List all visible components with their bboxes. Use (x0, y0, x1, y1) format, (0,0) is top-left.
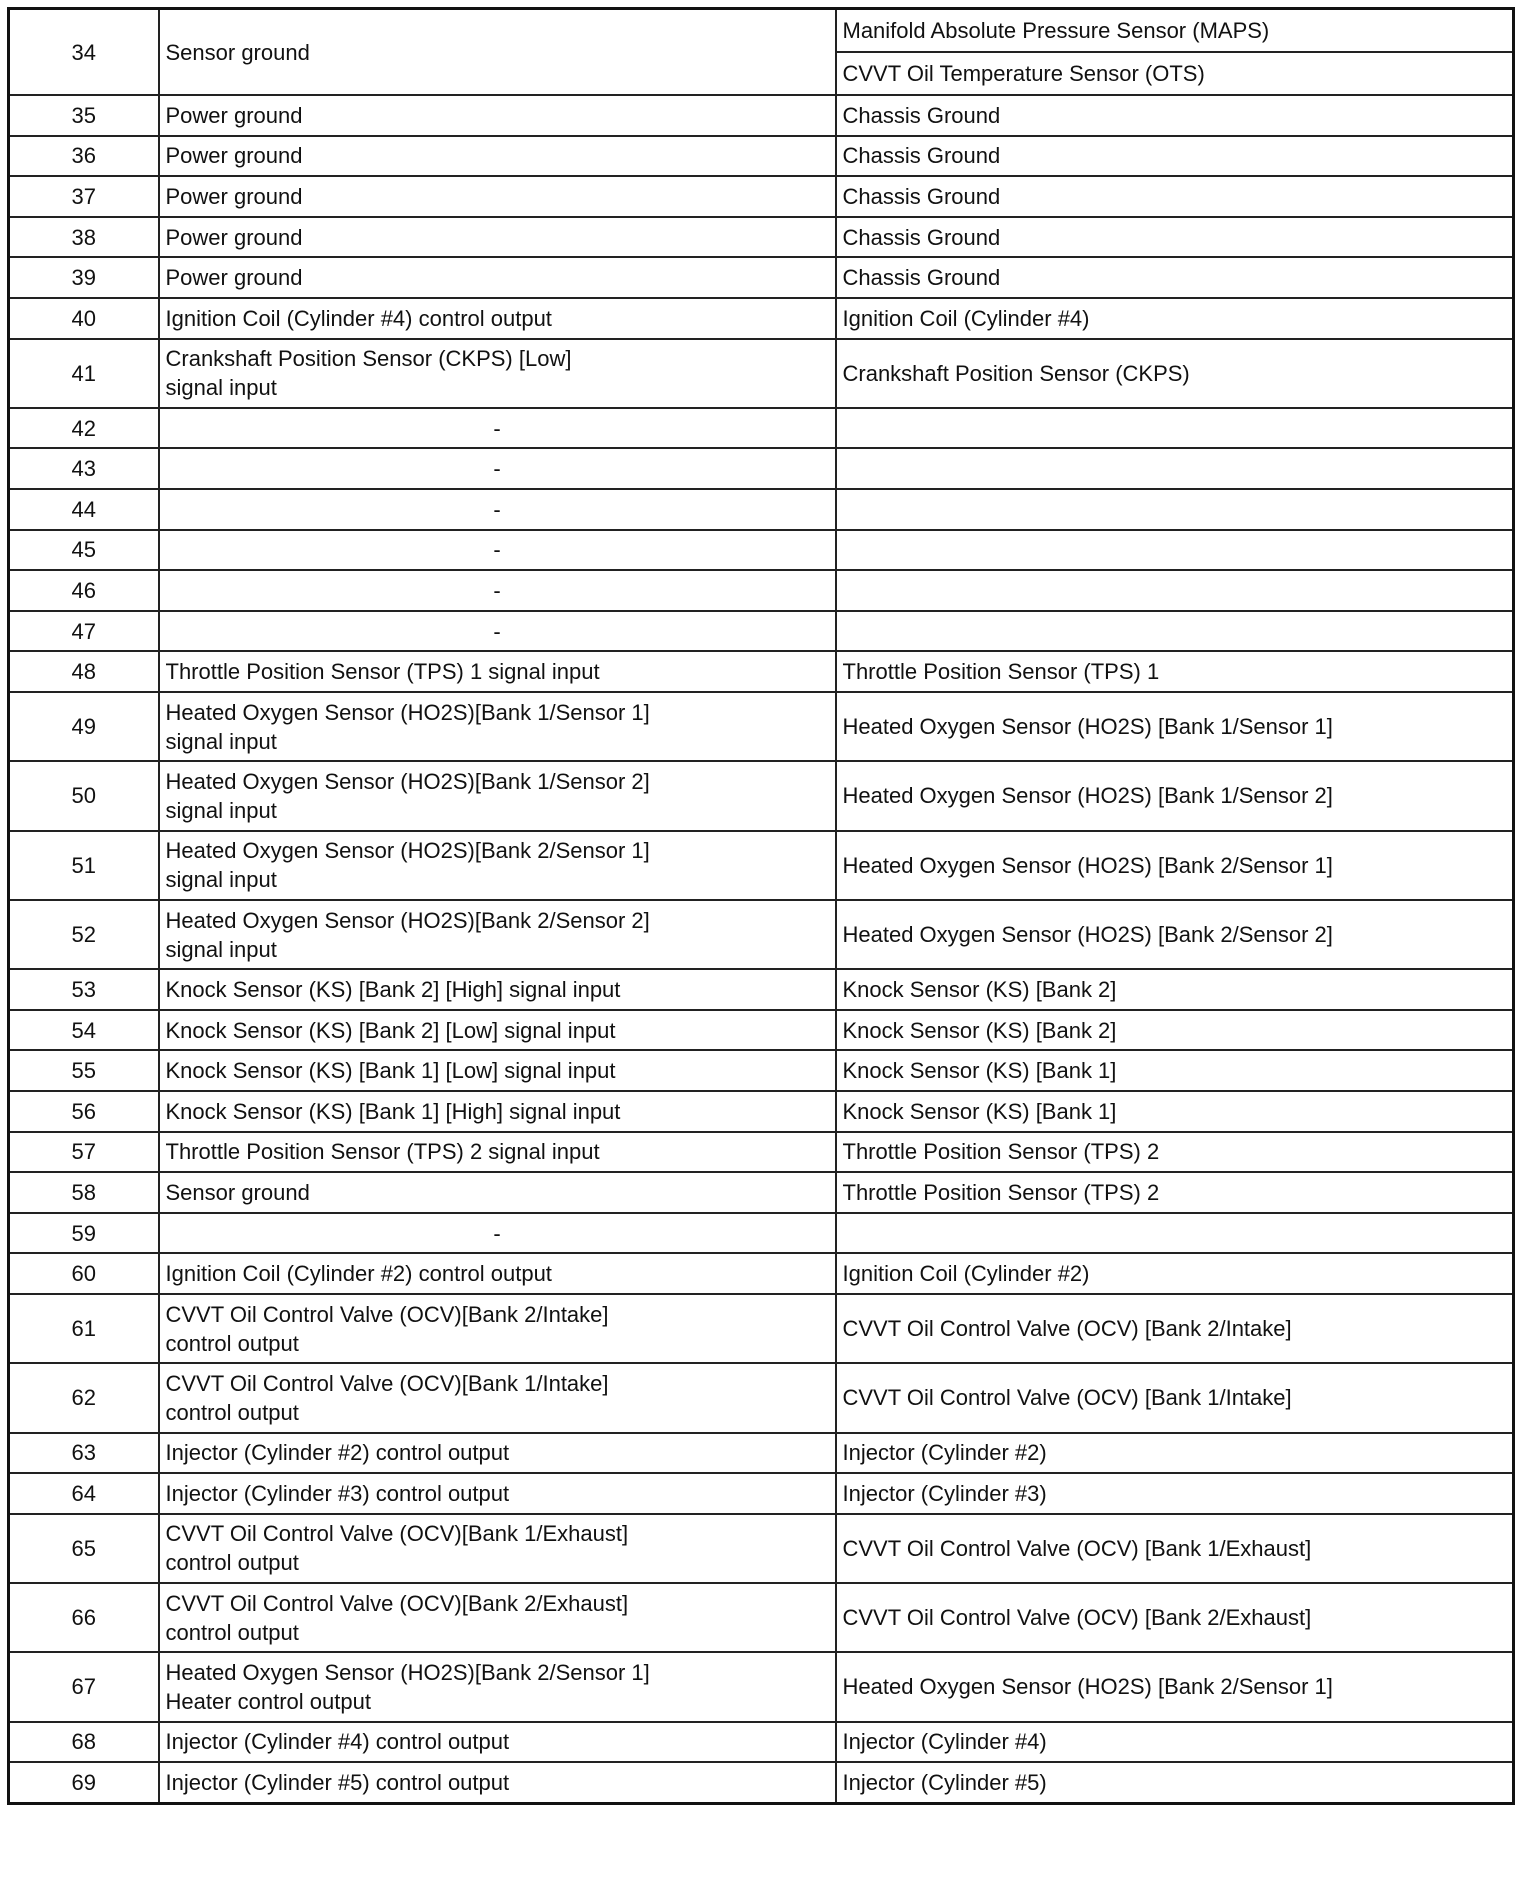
pin-description: Injector (Cylinder #2) control output (159, 1433, 836, 1474)
connected-component-line: CVVT Oil Temperature Sensor (OTS) (837, 51, 1513, 94)
pin-description: Sensor ground (159, 1172, 836, 1213)
pin-number: 51 (9, 831, 159, 900)
pin-description: Injector (Cylinder #4) control output (159, 1722, 836, 1763)
pin-number: 44 (9, 489, 159, 530)
pin-number: 41 (9, 339, 159, 408)
connected-component: Chassis Ground (836, 217, 1514, 258)
pin-number: 68 (9, 1722, 159, 1763)
pin-number: 37 (9, 176, 159, 217)
pin-number: 34 (9, 9, 159, 96)
connected-component (836, 489, 1514, 530)
connected-component: Knock Sensor (KS) [Bank 1] (836, 1091, 1514, 1132)
pin-number: 39 (9, 257, 159, 298)
pin-number: 63 (9, 1433, 159, 1474)
connected-component (836, 1213, 1514, 1254)
table-row (9, 1253, 1514, 1294)
table-row (9, 339, 1514, 408)
pin-number: 57 (9, 1132, 159, 1173)
connected-component-line: Manifold Absolute Pressure Sensor (MAPS) (842, 18, 1270, 43)
pin-number: 42 (9, 408, 159, 449)
pin-description: Ignition Coil (Cylinder #2) control output (159, 1253, 836, 1294)
connected-component: Heated Oxygen Sensor (HO2S) [Bank 2/Sensor 1] (836, 1652, 1514, 1721)
pin-description: Sensor ground (159, 9, 836, 96)
pin-description: CVVT Oil Control Valve (OCV)[Bank 1/Intake] control output (159, 1363, 836, 1432)
table-row (9, 9, 1514, 96)
table-row (9, 1473, 1514, 1514)
table-row (9, 257, 1514, 298)
pin-description: Heated Oxygen Sensor (HO2S)[Bank 2/Sensor 2] signal input (159, 900, 836, 969)
pin-description: Power ground (159, 95, 836, 136)
pin-description: Injector (Cylinder #3) control output (159, 1473, 836, 1514)
pin-number: 54 (9, 1010, 159, 1051)
pin-description: Heated Oxygen Sensor (HO2S)[Bank 2/Sensor 1] signal input (159, 831, 836, 900)
pin-description: - (159, 570, 836, 611)
connected-component: Knock Sensor (KS) [Bank 2] (836, 969, 1514, 1010)
table-row (9, 530, 1514, 571)
pin-description: CVVT Oil Control Valve (OCV)[Bank 2/Exhaust] control output (159, 1583, 836, 1652)
pin-number: 43 (9, 448, 159, 489)
pin-number: 61 (9, 1294, 159, 1363)
pin-description: Ignition Coil (Cylinder #4) control output (159, 298, 836, 339)
connected-component: Heated Oxygen Sensor (HO2S) [Bank 2/Sensor 1] (836, 831, 1514, 900)
pin-number: 67 (9, 1652, 159, 1721)
table-row (9, 489, 1514, 530)
table-row (9, 1172, 1514, 1213)
pin-description: Knock Sensor (KS) [Bank 1] [High] signal input (159, 1091, 836, 1132)
table-row (9, 1514, 1514, 1583)
pin-number: 49 (9, 692, 159, 761)
connected-component: CVVT Oil Control Valve (OCV) [Bank 2/Intake] (836, 1294, 1514, 1363)
connected-component: Chassis Ground (836, 257, 1514, 298)
connected-component: Injector (Cylinder #5) (836, 1762, 1514, 1803)
table-row (9, 570, 1514, 611)
table-row (9, 1010, 1514, 1051)
pin-number: 55 (9, 1050, 159, 1091)
pin-number: 47 (9, 611, 159, 652)
connected-component (836, 448, 1514, 489)
pin-number: 58 (9, 1172, 159, 1213)
pin-number: 45 (9, 530, 159, 571)
pin-description: Throttle Position Sensor (TPS) 2 signal input (159, 1132, 836, 1173)
pin-description: - (159, 1213, 836, 1254)
connected-component: Heated Oxygen Sensor (HO2S) [Bank 1/Sensor 2] (836, 761, 1514, 830)
connected-component: Injector (Cylinder #2) (836, 1433, 1514, 1474)
pin-description: Injector (Cylinder #5) control output (159, 1762, 836, 1803)
table-row (9, 611, 1514, 652)
table-row (9, 1722, 1514, 1763)
pin-number: 50 (9, 761, 159, 830)
table-row (9, 1132, 1514, 1173)
connected-component (836, 570, 1514, 611)
connected-component: Knock Sensor (KS) [Bank 1] (836, 1050, 1514, 1091)
pin-description: Knock Sensor (KS) [Bank 1] [Low] signal input (159, 1050, 836, 1091)
pin-description: Heated Oxygen Sensor (HO2S)[Bank 1/Sensor 2] signal input (159, 761, 836, 830)
connected-component: CVVT Oil Control Valve (OCV) [Bank 2/Exhaust] (836, 1583, 1514, 1652)
table-row (9, 1294, 1514, 1363)
connected-component: Heated Oxygen Sensor (HO2S) [Bank 1/Sensor 1] (836, 692, 1514, 761)
pin-number: 36 (9, 136, 159, 177)
table-row (9, 1213, 1514, 1254)
pin-description: Knock Sensor (KS) [Bank 2] [High] signal input (159, 969, 836, 1010)
pin-description: CVVT Oil Control Valve (OCV)[Bank 1/Exhaust] control output (159, 1514, 836, 1583)
pin-number: 60 (9, 1253, 159, 1294)
pin-table-page (7, 7, 1512, 1805)
connected-component (836, 530, 1514, 571)
connected-component: CVVT Oil Control Valve (OCV) [Bank 1/Intake] (836, 1363, 1514, 1432)
connected-component: Injector (Cylinder #3) (836, 1473, 1514, 1514)
pin-description: Power ground (159, 176, 836, 217)
connected-component: CVVT Oil Control Valve (OCV) [Bank 1/Exhaust] (836, 1514, 1514, 1583)
pin-description: CVVT Oil Control Valve (OCV)[Bank 2/Intake] control output (159, 1294, 836, 1363)
table-row (9, 1091, 1514, 1132)
pin-description: Throttle Position Sensor (TPS) 1 signal input (159, 651, 836, 692)
pin-description: Heated Oxygen Sensor (HO2S)[Bank 1/Sensor 1] signal input (159, 692, 836, 761)
connected-component: Knock Sensor (KS) [Bank 2] (836, 1010, 1514, 1051)
table-row (9, 651, 1514, 692)
pin-number: 52 (9, 900, 159, 969)
pin-number: 48 (9, 651, 159, 692)
connected-component: Ignition Coil (Cylinder #2) (836, 1253, 1514, 1294)
pin-number: 64 (9, 1473, 159, 1514)
pin-number: 59 (9, 1213, 159, 1254)
pin-description: - (159, 489, 836, 530)
table-row (9, 969, 1514, 1010)
table-row (9, 408, 1514, 449)
pin-number: 35 (9, 95, 159, 136)
pin-number: 53 (9, 969, 159, 1010)
pin-description: Power ground (159, 217, 836, 258)
pin-description: Power ground (159, 136, 836, 177)
connected-component: Chassis Ground (836, 136, 1514, 177)
pin-number: 46 (9, 570, 159, 611)
pin-description: - (159, 530, 836, 571)
connected-component: Ignition Coil (Cylinder #4) (836, 298, 1514, 339)
table-row (9, 1363, 1514, 1432)
table-row (9, 761, 1514, 830)
table-row (9, 1583, 1514, 1652)
table-row (9, 692, 1514, 761)
pin-description: Knock Sensor (KS) [Bank 2] [Low] signal input (159, 1010, 836, 1051)
pin-number: 65 (9, 1514, 159, 1583)
table-row (9, 1762, 1514, 1803)
connected-component (836, 408, 1514, 449)
table-row (9, 1050, 1514, 1091)
connected-component: Throttle Position Sensor (TPS) 1 (836, 651, 1514, 692)
pin-number: 56 (9, 1091, 159, 1132)
connected-component (836, 611, 1514, 652)
connected-component: Throttle Position Sensor (TPS) 2 (836, 1172, 1514, 1213)
table-row (9, 176, 1514, 217)
pin-number: 69 (9, 1762, 159, 1803)
pin-number: 40 (9, 298, 159, 339)
pin-number: 66 (9, 1583, 159, 1652)
connected-component: Chassis Ground (836, 176, 1514, 217)
connected-component: Throttle Position Sensor (TPS) 2 (836, 1132, 1514, 1173)
connected-component: Heated Oxygen Sensor (HO2S) [Bank 2/Sensor 2] (836, 900, 1514, 969)
connected-component: Chassis Ground (836, 95, 1514, 136)
pin-description: Power ground (159, 257, 836, 298)
connected-component: Crankshaft Position Sensor (CKPS) (836, 339, 1514, 408)
table-row (9, 1652, 1514, 1721)
pin-description: - (159, 448, 836, 489)
table-row (9, 95, 1514, 136)
table-body (9, 9, 1514, 1804)
connected-component: Injector (Cylinder #4) (836, 1722, 1514, 1763)
table-row (9, 1433, 1514, 1474)
table-row (9, 136, 1514, 177)
table-row (9, 448, 1514, 489)
pin-description: - (159, 408, 836, 449)
pin-description: - (159, 611, 836, 652)
table-row (9, 831, 1514, 900)
table-row (9, 900, 1514, 969)
pin-description: Crankshaft Position Sensor (CKPS) [Low] signal input (159, 339, 836, 408)
pin-number: 62 (9, 1363, 159, 1432)
table-row (9, 217, 1514, 258)
table-row (9, 298, 1514, 339)
connected-component (836, 9, 1514, 96)
pin-number: 38 (9, 217, 159, 258)
ecm-pin-table (7, 7, 1515, 1805)
pin-description: Heated Oxygen Sensor (HO2S)[Bank 2/Sensor 1] Heater control output (159, 1652, 836, 1721)
